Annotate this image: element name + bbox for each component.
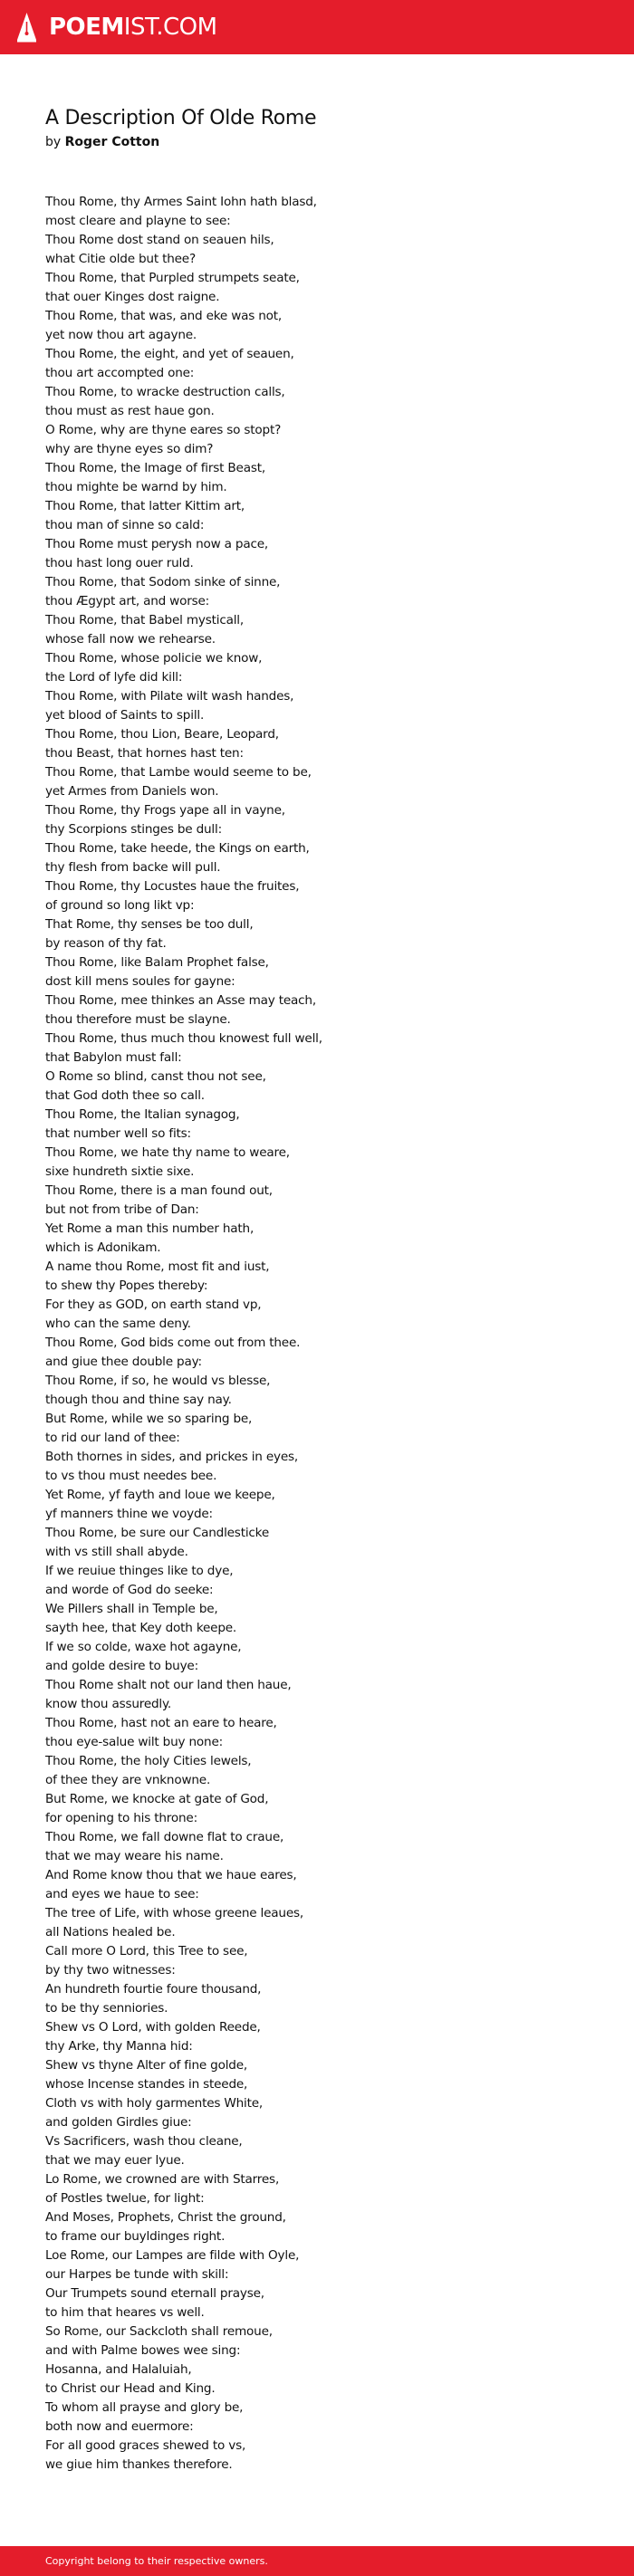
poem-line: O Rome so blind, canst thou not see, <box>45 1069 266 1084</box>
poem-line: of Postles twelue, for light: <box>45 2191 205 2206</box>
footer-copyright: Copyright belong to their respective owners. <box>45 2555 268 2567</box>
pen-nib-icon <box>15 12 38 43</box>
poem-line: and golden Girdles giue: <box>45 2115 192 2130</box>
poem-line: Our Trumpets sound eternall prayse, <box>45 2286 264 2301</box>
poem-line: by thy two witnesses: <box>45 1963 176 1977</box>
byline-prefix: by <box>45 135 62 149</box>
poem-line: thou must as rest haue gon. <box>45 404 215 418</box>
poem-line: Thou Rome, that Babel mysticall, <box>45 613 244 627</box>
poem-line: and golde desire to buye: <box>45 1659 198 1673</box>
poem-line: Thou Rome, like Balam Prophet false, <box>45 955 269 970</box>
poem-line: that ouer Kinges dost raigne. <box>45 290 220 304</box>
poem-line: If we reuiue thinges like to dye, <box>45 1564 234 1578</box>
poem-line: to be thy senniories. <box>45 2001 168 2016</box>
poem-line: to rid our land of thee: <box>45 1431 180 1445</box>
poem-line: yf manners thine we voyde: <box>45 1507 213 1521</box>
poem-line: Thou Rome, hast not an eare to heare, <box>45 1716 277 1730</box>
poem-line: and with Palme bowes wee sing: <box>45 2343 241 2358</box>
poem-line: Thou Rome, thy Armes Saint Iohn hath blasd, <box>45 195 317 209</box>
poem-line: Thou Rome, we hate thy name to weare, <box>45 1145 290 1160</box>
poem-line: to him that heares vs well. <box>45 2305 205 2320</box>
poem-line: thy Scorpions stinges be dull: <box>45 822 222 837</box>
poem-line: thy Arke, thy Manna hid: <box>45 2039 193 2054</box>
poem-content <box>45 105 607 2475</box>
poem-line: that we may euer lyue. <box>45 2153 185 2168</box>
poem-line: thou Ægypt art, and worse: <box>45 594 210 608</box>
poem-line: Thou Rome, take heede, the Kings on earth, <box>45 841 310 856</box>
poem-line: So Rome, our Sackcloth shall remoue, <box>45 2324 273 2339</box>
poem-line: Yet Rome a man this number hath, <box>45 1221 255 1236</box>
poem-line: by reason of thy fat. <box>45 936 167 951</box>
poem-line: know thou assuredly. <box>45 1697 172 1711</box>
poem-line: with vs still shall abyde. <box>45 1545 188 1559</box>
poem-line: We Pillers shall in Temple be, <box>45 1602 218 1616</box>
poem-line: for opening to his throne: <box>45 1811 197 1825</box>
poem-line: of ground so long likt vp: <box>45 898 195 913</box>
poem-line: To whom all prayse and glory be, <box>45 2400 244 2415</box>
poem-title: A Description Of Olde Rome <box>45 107 317 129</box>
poem-line: most cleare and playne to see: <box>45 214 231 228</box>
poem-line: yet blood of Saints to spill. <box>45 708 205 723</box>
poem-line: sixe hundreth sixtie sixe. <box>45 1164 195 1179</box>
poem-line: O Rome, why are thyne eares so stopt? <box>45 423 282 437</box>
poem-line: Thou Rome, that Sodom sinke of sinne, <box>45 575 281 589</box>
poem-line: Thou Rome, to wracke destruction calls, <box>45 385 285 399</box>
poem-line: that Babylon must fall: <box>45 1050 182 1065</box>
poem-line: For they as GOD, on earth stand vp, <box>45 1298 262 1312</box>
poem-line: But Rome, while we so sparing be, <box>45 1412 253 1426</box>
poem-line: Thou Rome, be sure our Candlesticke <box>45 1526 270 1540</box>
poem-line: Thou Rome, if so, he would vs blesse, <box>45 1374 271 1388</box>
poem-line: and eyes we haue to see: <box>45 1887 199 1901</box>
poem-line: But Rome, we knocke at gate of God, <box>45 1792 269 1806</box>
poem-line: An hundreth fourtie foure thousand, <box>45 1982 262 1997</box>
poem-line: Thou Rome, whose policie we know, <box>45 651 263 666</box>
poem-line: to vs thou must needes bee. <box>45 1469 217 1483</box>
poem-line: though thou and thine say nay. <box>45 1393 232 1407</box>
poem-author[interactable]: Roger Cotton <box>64 135 160 149</box>
poem-line: Hosanna, and Halaluiah, <box>45 2362 192 2377</box>
poem-line: A name thou Rome, most fit and iust, <box>45 1259 270 1274</box>
poem-line: thou Beast, that hornes hast ten: <box>45 746 244 761</box>
poem-line: yet now thou art agayne. <box>45 328 197 342</box>
poem-line: Lo Rome, we crowned are with Starres, <box>45 2172 280 2187</box>
poem-line: The tree of Life, with whose greene leaues, <box>45 1906 304 1920</box>
poem-line: Thou Rome, the Image of first Beast, <box>45 461 265 475</box>
poem-line: who can the same deny. <box>45 1317 191 1331</box>
poem-line: why are thyne eyes so dim? <box>45 442 214 456</box>
poem-line: Thou Rome, that latter Kittim art, <box>45 499 245 513</box>
poem-line: Vs Sacrificers, wash thou cleane, <box>45 2134 243 2149</box>
poem-line: Thou Rome, the eight, and yet of seauen, <box>45 347 294 361</box>
logo-text-bold: POEM <box>49 14 124 41</box>
poem-line: Thou Rome shalt not our land then haue, <box>45 1678 292 1692</box>
poem-line: Thou Rome, that Purpled strumpets seate, <box>45 271 300 285</box>
poem-line: which is Adonikam. <box>45 1240 161 1255</box>
poem-line: thou eye-salue wilt buy none: <box>45 1735 223 1749</box>
poem-line: Call more O Lord, this Tree to see, <box>45 1944 248 1958</box>
poem-line: dost kill mens soules for gayne: <box>45 974 235 989</box>
poem-line: Shew vs thyne Alter of fine golde, <box>45 2058 247 2073</box>
poem-line: both now and euermore: <box>45 2419 194 2434</box>
poem-line: Thou Rome, God bids come out from thee. <box>45 1336 301 1350</box>
poem-line: our Harpes be tunde with skill: <box>45 2267 229 2282</box>
poem-line: the Lord of lyfe did kill: <box>45 670 183 685</box>
poem-line: that we may weare his name. <box>45 1849 224 1863</box>
poem-line: whose Incense standes in steede, <box>45 2077 248 2092</box>
poem-line: and giue thee double pay: <box>45 1355 202 1369</box>
poem-line: Thou Rome, the Italian synagog, <box>45 1107 240 1122</box>
poem-line: of thee they are vnknowne. <box>45 1773 211 1787</box>
poem-line: thou art accompted one: <box>45 366 195 380</box>
poem-line: whose fall now we rehearse. <box>45 632 216 646</box>
poem-line: And Moses, Prophets, Christ the ground, <box>45 2210 286 2225</box>
poem-line: Both thornes in sides, and prickes in eyes, <box>45 1450 298 1464</box>
poem-line: Thou Rome, thus much thou knowest full well, <box>45 1031 322 1046</box>
poem-line: Cloth vs with holy garmentes White, <box>45 2096 264 2111</box>
poem-line: For all good graces shewed to vs, <box>45 2438 246 2453</box>
poem-line: Thou Rome must perysh now a pace, <box>45 537 269 551</box>
poem-byline <box>45 133 607 151</box>
poem-line: thou hast long ouer ruld. <box>45 556 194 570</box>
poem-line: to frame our buyldinges right. <box>45 2229 226 2244</box>
poem-line: to shew thy Popes thereby: <box>45 1278 208 1293</box>
poem-line: Shew vs O Lord, with golden Reede, <box>45 2020 261 2035</box>
poem-line: Thou Rome, that Lambe would seeme to be, <box>45 765 312 780</box>
poem-line: but not from tribe of Dan: <box>45 1202 199 1217</box>
site-logo[interactable] <box>15 12 217 43</box>
poem-line: to Christ our Head and King. <box>45 2381 216 2396</box>
poem-line: Thou Rome, that was, and eke was not, <box>45 309 283 323</box>
poem-line: Thou Rome, thy Frogs yape all in vayne, <box>45 803 285 818</box>
poem-line: we giue him thankes therefore. <box>45 2457 233 2472</box>
poem-line: thou therefore must be slayne. <box>45 1012 231 1027</box>
poem-line: Thou Rome, there is a man found out, <box>45 1183 273 1198</box>
poem-line: Thou Rome, mee thinkes an Asse may teach, <box>45 993 316 1008</box>
poem-line: that number well so fits: <box>45 1126 191 1141</box>
poem-line: yet Armes from Daniels won. <box>45 784 219 799</box>
poem-line: Yet Rome, yf fayth and loue we keepe, <box>45 1488 275 1502</box>
poem-line: That Rome, thy senses be too dull, <box>45 917 254 932</box>
poem-line: Thou Rome, we fall downe flat to craue, <box>45 1830 284 1844</box>
poem-line: thou mighte be warnd by him. <box>45 480 227 494</box>
site-footer <box>0 2546 634 2576</box>
poem-line: thy flesh from backe will pull. <box>45 860 221 875</box>
poem-line: Loe Rome, our Lampes are filde with Oyle, <box>45 2248 300 2263</box>
poem-line: If we so colde, waxe hot agayne, <box>45 1640 242 1654</box>
poem-line: what Citie olde but thee? <box>45 252 196 266</box>
poem-line: sayth hee, that Key doth keepe. <box>45 1621 237 1635</box>
site-header <box>0 0 634 54</box>
poem-line: And Rome know thou that we haue eares, <box>45 1868 297 1882</box>
poem-line: Thou Rome, thy Locustes haue the fruites, <box>45 879 300 894</box>
poem-line: thou man of sinne so cald: <box>45 518 205 532</box>
poem-line: all Nations healed be. <box>45 1925 176 1939</box>
logo-wordmark <box>49 12 217 43</box>
poem-line: Thou Rome, the holy Cities lewels, <box>45 1754 252 1768</box>
poem-line: that God doth thee so call. <box>45 1088 205 1103</box>
poem-line: Thou Rome dost stand on seauen hils, <box>45 233 274 247</box>
poem-line: Thou Rome, thou Lion, Beare, Leopard, <box>45 727 279 742</box>
logo-text-light: IST.COM <box>123 14 217 41</box>
poem-line: Thou Rome, with Pilate wilt wash handes, <box>45 689 294 704</box>
poem-body <box>45 193 607 2475</box>
poem-line: and worde of God do seeke: <box>45 1583 214 1597</box>
